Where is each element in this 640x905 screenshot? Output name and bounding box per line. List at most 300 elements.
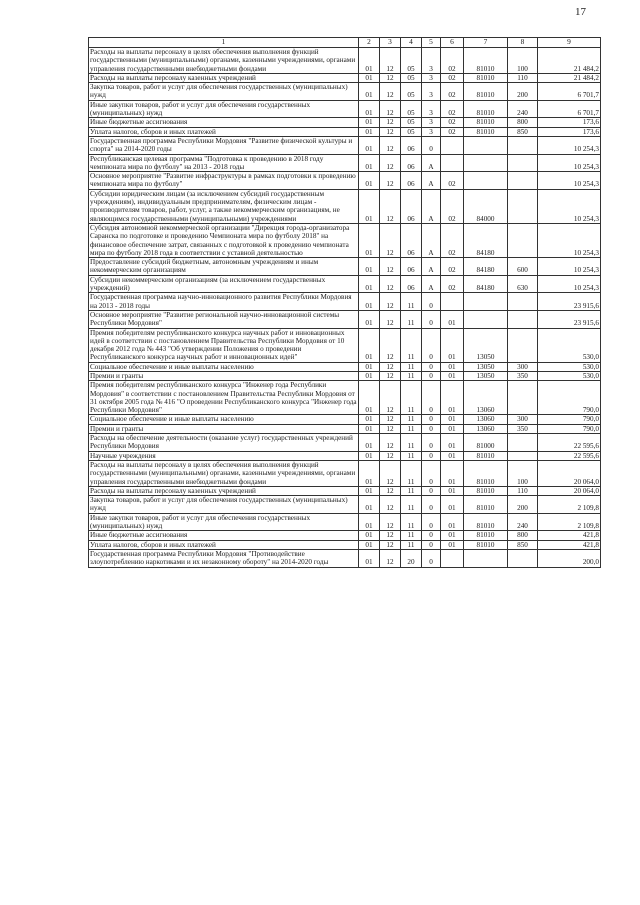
- section-code: 01: [359, 127, 380, 136]
- direction-code: [464, 310, 508, 328]
- amount: 10 254,3: [538, 172, 601, 190]
- row-name: Государственная программа Республики Мордовия "Развитие физической культуры и спорта" на 2014-2020 годы: [89, 136, 359, 154]
- table-row: [89, 73, 601, 82]
- program-code: 06: [401, 172, 422, 190]
- direction-code: 84180: [464, 258, 508, 276]
- program-code: 11: [401, 460, 422, 486]
- table-row: [89, 172, 601, 190]
- section-code: 01: [359, 531, 380, 540]
- subprogram-code: 0: [422, 328, 441, 362]
- event-code: 02: [441, 118, 464, 127]
- direction-code: [464, 549, 508, 567]
- expense-type-code: [508, 293, 538, 311]
- program-code: 20: [401, 549, 422, 567]
- subsection-code: 12: [380, 48, 401, 74]
- column-number: 5: [422, 38, 441, 48]
- subsection-code: 12: [380, 362, 401, 371]
- table-row: [89, 223, 601, 257]
- direction-code: 84000: [464, 189, 508, 223]
- amount: 21 484,2: [538, 73, 601, 82]
- amount: 173,6: [538, 118, 601, 127]
- subprogram-code: 0: [422, 513, 441, 531]
- row-name: Научные учреждения: [89, 451, 359, 460]
- program-code: 05: [401, 127, 422, 136]
- program-code: 11: [401, 496, 422, 514]
- program-code: 06: [401, 136, 422, 154]
- amount: 530,0: [538, 371, 601, 380]
- section-code: 01: [359, 189, 380, 223]
- section-code: 01: [359, 328, 380, 362]
- direction-code: [464, 154, 508, 172]
- row-name: Премии и гранты: [89, 424, 359, 433]
- section-code: 01: [359, 48, 380, 74]
- program-code: 11: [401, 381, 422, 415]
- row-name: Премия победителям республиканского конкурса научных работ и инновационных идей в соответствии с постановлением Правительства Республики Мордовия от 10 декабря 2012 года № 443 "Об утверждении Положения о проведении Республиканского конкурса научных работ и инновационных идей": [89, 328, 359, 362]
- event-code: 01: [441, 415, 464, 424]
- section-code: 01: [359, 513, 380, 531]
- amount: 23 915,6: [538, 293, 601, 311]
- event-code: 01: [441, 513, 464, 531]
- event-code: 02: [441, 172, 464, 190]
- subsection-code: 12: [380, 275, 401, 293]
- expense-type-code: [508, 310, 538, 328]
- direction-code: 81010: [464, 540, 508, 549]
- amount: 200,0: [538, 549, 601, 567]
- amount: 10 254,3: [538, 189, 601, 223]
- event-code: [441, 136, 464, 154]
- section-code: 01: [359, 118, 380, 127]
- amount: 2 109,8: [538, 513, 601, 531]
- table-row: [89, 328, 601, 362]
- direction-code: 81010: [464, 496, 508, 514]
- event-code: 02: [441, 100, 464, 118]
- table-row: [89, 434, 601, 452]
- expense-type-code: [508, 328, 538, 362]
- subsection-code: 12: [380, 486, 401, 495]
- table-row: [89, 451, 601, 460]
- table-row: [89, 293, 601, 311]
- subprogram-code: 3: [422, 73, 441, 82]
- table-row: [89, 513, 601, 531]
- direction-code: 81010: [464, 451, 508, 460]
- amount: 790,0: [538, 415, 601, 424]
- event-code: 01: [441, 460, 464, 486]
- table-row: [89, 189, 601, 223]
- table-row: [89, 310, 601, 328]
- section-code: 01: [359, 460, 380, 486]
- section-code: 01: [359, 415, 380, 424]
- subprogram-code: 3: [422, 83, 441, 101]
- section-code: 01: [359, 486, 380, 495]
- section-code: 01: [359, 172, 380, 190]
- amount: 6 701,7: [538, 100, 601, 118]
- subsection-code: 12: [380, 293, 401, 311]
- amount: 23 915,6: [538, 310, 601, 328]
- expense-type-code: 300: [508, 362, 538, 371]
- expense-type-code: 100: [508, 48, 538, 74]
- event-code: 01: [441, 451, 464, 460]
- expense-type-code: 110: [508, 73, 538, 82]
- table-row: [89, 424, 601, 433]
- event-code: 02: [441, 73, 464, 82]
- subsection-code: 12: [380, 118, 401, 127]
- row-name: Субсидии юридическим лицам (за исключением субсидий государственным учреждениям), индивидуальным предпринимателям, физическим лицам - производителям товаров, работ, услуг, а также некоммерческим организациям, не являющимся государственными (муниципальными) учреждениями: [89, 189, 359, 223]
- amount: 10 254,3: [538, 154, 601, 172]
- subsection-code: 12: [380, 549, 401, 567]
- row-name: Закупка товаров, работ и услуг для обеспечения государственных (муниципальных) нужд: [89, 496, 359, 514]
- amount: 20 064,0: [538, 460, 601, 486]
- row-name: Иные закупки товаров, работ и услуг для обеспечения государственных (муниципальных) нужд: [89, 513, 359, 531]
- amount: 10 254,3: [538, 136, 601, 154]
- table-row: [89, 381, 601, 415]
- section-code: 01: [359, 434, 380, 452]
- section-code: 01: [359, 258, 380, 276]
- table-row: [89, 549, 601, 567]
- section-code: 01: [359, 496, 380, 514]
- section-code: 01: [359, 73, 380, 82]
- event-code: 01: [441, 381, 464, 415]
- expense-type-code: 200: [508, 496, 538, 514]
- subsection-code: 12: [380, 513, 401, 531]
- row-name: Государственная программа Республики Мордовия "Противодействие злоупотреблению наркотиками и их незаконному обороту" на 2014-2020 годы: [89, 549, 359, 567]
- row-name: Расходы на выплаты персоналу казенных учреждений: [89, 486, 359, 495]
- expense-type-code: 850: [508, 127, 538, 136]
- event-code: 02: [441, 127, 464, 136]
- subsection-code: 12: [380, 172, 401, 190]
- subsection-code: 12: [380, 496, 401, 514]
- event-code: 01: [441, 362, 464, 371]
- amount: 421,8: [538, 531, 601, 540]
- event-code: 01: [441, 310, 464, 328]
- subprogram-code: 0: [422, 540, 441, 549]
- subsection-code: 12: [380, 223, 401, 257]
- subprogram-code: 0: [422, 310, 441, 328]
- expense-type-code: [508, 172, 538, 190]
- expense-type-code: [508, 381, 538, 415]
- column-number: 8: [508, 38, 538, 48]
- table-row: [89, 100, 601, 118]
- column-number: 9: [538, 38, 601, 48]
- direction-code: 81010: [464, 513, 508, 531]
- row-name: Субсидии некоммерческим организациям (за исключением государственных учреждений): [89, 275, 359, 293]
- program-code: 06: [401, 258, 422, 276]
- event-code: 02: [441, 275, 464, 293]
- direction-code: 81000: [464, 434, 508, 452]
- table-row: [89, 460, 601, 486]
- section-code: 01: [359, 451, 380, 460]
- subprogram-code: 3: [422, 118, 441, 127]
- amount: 10 254,3: [538, 275, 601, 293]
- expense-type-code: [508, 223, 538, 257]
- expense-type-code: 850: [508, 540, 538, 549]
- direction-code: 81010: [464, 486, 508, 495]
- subprogram-code: 0: [422, 549, 441, 567]
- program-code: 11: [401, 310, 422, 328]
- subprogram-code: 0: [422, 424, 441, 433]
- section-code: 01: [359, 154, 380, 172]
- row-name: Иные бюджетные ассигнования: [89, 118, 359, 127]
- program-code: 06: [401, 154, 422, 172]
- program-code: 05: [401, 73, 422, 82]
- subprogram-code: 0: [422, 486, 441, 495]
- table-row: [89, 258, 601, 276]
- direction-code: 13060: [464, 415, 508, 424]
- subsection-code: 12: [380, 381, 401, 415]
- amount: 530,0: [538, 328, 601, 362]
- expense-type-code: 800: [508, 118, 538, 127]
- amount: 10 254,3: [538, 223, 601, 257]
- row-name: Расходы на обеспечение деятельности (оказание услуг) государственных учреждений Республики Мордовия: [89, 434, 359, 452]
- table-row: [89, 362, 601, 371]
- program-code: 06: [401, 275, 422, 293]
- table-row: [89, 415, 601, 424]
- program-code: 11: [401, 513, 422, 531]
- row-name: Расходы на выплаты персоналу казенных учреждений: [89, 73, 359, 82]
- expense-type-code: [508, 189, 538, 223]
- subprogram-code: 0: [422, 460, 441, 486]
- page-number: 17: [575, 6, 586, 18]
- program-code: 05: [401, 118, 422, 127]
- subsection-code: 12: [380, 531, 401, 540]
- subsection-code: 12: [380, 424, 401, 433]
- program-code: 11: [401, 362, 422, 371]
- amount: 421,8: [538, 540, 601, 549]
- row-name: Социальное обеспечение и иные выплаты населению: [89, 362, 359, 371]
- row-name: Основное мероприятие "Развитие региональной научно-инновационной системы Республики Мордовия": [89, 310, 359, 328]
- table-row: [89, 118, 601, 127]
- direction-code: 81010: [464, 73, 508, 82]
- subprogram-code: А: [422, 275, 441, 293]
- section-code: 01: [359, 83, 380, 101]
- direction-code: 81010: [464, 100, 508, 118]
- event-code: [441, 154, 464, 172]
- budget-table: [88, 37, 601, 568]
- section-code: 01: [359, 100, 380, 118]
- event-code: 02: [441, 189, 464, 223]
- table-row: [89, 136, 601, 154]
- expense-type-code: [508, 434, 538, 452]
- event-code: 02: [441, 83, 464, 101]
- row-name: Расходы на выплаты персоналу в целях обеспечения выполнения функций государственными (муниципальными) органами, казенными учреждениями, органами управления государственными внебюджетными фондами: [89, 48, 359, 74]
- amount: 10 254,3: [538, 258, 601, 276]
- subprogram-code: 0: [422, 362, 441, 371]
- column-number-row: [89, 38, 601, 48]
- subprogram-code: 0: [422, 293, 441, 311]
- expense-type-code: [508, 136, 538, 154]
- subprogram-code: 0: [422, 136, 441, 154]
- event-code: 01: [441, 540, 464, 549]
- direction-code: [464, 136, 508, 154]
- event-code: 01: [441, 371, 464, 380]
- direction-code: 13050: [464, 328, 508, 362]
- expense-type-code: 300: [508, 415, 538, 424]
- subprogram-code: А: [422, 223, 441, 257]
- event-code: 01: [441, 496, 464, 514]
- subsection-code: 12: [380, 127, 401, 136]
- subsection-code: 12: [380, 136, 401, 154]
- direction-code: 81010: [464, 118, 508, 127]
- subprogram-code: 3: [422, 100, 441, 118]
- event-code: 02: [441, 48, 464, 74]
- amount: 530,0: [538, 362, 601, 371]
- subprogram-code: 0: [422, 531, 441, 540]
- section-code: 01: [359, 275, 380, 293]
- column-number: 1: [89, 38, 359, 48]
- subsection-code: 12: [380, 154, 401, 172]
- section-code: 01: [359, 424, 380, 433]
- expense-type-code: [508, 549, 538, 567]
- subsection-code: 12: [380, 189, 401, 223]
- direction-code: 13060: [464, 424, 508, 433]
- column-number: 3: [380, 38, 401, 48]
- program-code: 06: [401, 223, 422, 257]
- direction-code: [464, 293, 508, 311]
- program-code: 05: [401, 83, 422, 101]
- event-code: 02: [441, 258, 464, 276]
- subsection-code: 12: [380, 540, 401, 549]
- program-code: 11: [401, 531, 422, 540]
- subsection-code: 12: [380, 371, 401, 380]
- subprogram-code: 0: [422, 434, 441, 452]
- program-code: 11: [401, 293, 422, 311]
- event-code: 01: [441, 531, 464, 540]
- table-row: [89, 154, 601, 172]
- row-name: Предоставление субсидий бюджетным, автономным учреждениям и иным некоммерческим организациям: [89, 258, 359, 276]
- row-name: Республиканская целевая программа "Подготовка к проведению в 2018 году чемпионата мира по футболу" на 2013 - 2018 годы: [89, 154, 359, 172]
- direction-code: 81010: [464, 531, 508, 540]
- row-name: Социальное обеспечение и иные выплаты населению: [89, 415, 359, 424]
- subprogram-code: 0: [422, 496, 441, 514]
- direction-code: 81010: [464, 127, 508, 136]
- section-code: 01: [359, 362, 380, 371]
- direction-code: 81010: [464, 460, 508, 486]
- expense-type-code: 600: [508, 258, 538, 276]
- section-code: 01: [359, 223, 380, 257]
- amount: 22 595,6: [538, 451, 601, 460]
- direction-code: 13060: [464, 381, 508, 415]
- row-name: Премия победителям республиканского конкурса "Инженер года Республики Мордовия" в соответствии с постановлением Правительства Республики Мордовия от 31 октября 2005 года № 416 "О проведении Республиканского конкурса "Инженер года Республики Мордовия": [90, 381, 357, 415]
- direction-code: 81010: [464, 48, 508, 74]
- program-code: 06: [401, 189, 422, 223]
- amount: 21 484,2: [538, 48, 601, 74]
- direction-code: [464, 172, 508, 190]
- program-code: 05: [401, 100, 422, 118]
- row-name: Основное мероприятие "Развитие инфраструктуры в рамках подготовки к проведению чемпионата мира по футболу": [89, 172, 359, 190]
- expense-type-code: 110: [508, 486, 538, 495]
- subprogram-code: А: [422, 172, 441, 190]
- table-row: [89, 486, 601, 495]
- table-row: [89, 496, 601, 514]
- column-number: 4: [401, 38, 422, 48]
- program-code: 11: [401, 371, 422, 380]
- section-code: 01: [359, 293, 380, 311]
- program-code: 11: [401, 415, 422, 424]
- expense-type-code: 240: [508, 513, 538, 531]
- row-name: Государственная программа научно-инновационного развития Республики Мордовия на 2013 - 2018 годы: [89, 293, 359, 311]
- amount: 790,0: [538, 381, 601, 415]
- program-code: 11: [401, 451, 422, 460]
- amount: 173,6: [538, 127, 601, 136]
- section-code: 01: [359, 371, 380, 380]
- subsection-code: 12: [380, 100, 401, 118]
- subprogram-code: 0: [422, 381, 441, 415]
- subsection-code: 12: [380, 73, 401, 82]
- subprogram-code: А: [422, 258, 441, 276]
- event-code: 01: [441, 486, 464, 495]
- subsection-code: 12: [380, 310, 401, 328]
- direction-code: 13050: [464, 371, 508, 380]
- section-code: 01: [359, 136, 380, 154]
- subsection-code: 12: [380, 460, 401, 486]
- program-code: 11: [401, 424, 422, 433]
- expense-type-code: 240: [508, 100, 538, 118]
- subsection-code: 12: [380, 258, 401, 276]
- column-number: 7: [464, 38, 508, 48]
- amount: 790,0: [538, 424, 601, 433]
- program-code: 11: [401, 540, 422, 549]
- table-row: [89, 540, 601, 549]
- expense-type-code: 350: [508, 424, 538, 433]
- direction-code: 81010: [464, 83, 508, 101]
- direction-code: 13050: [464, 362, 508, 371]
- event-code: 01: [441, 424, 464, 433]
- subprogram-code: А: [422, 189, 441, 223]
- expense-type-code: 630: [508, 275, 538, 293]
- subsection-code: 12: [380, 328, 401, 362]
- expense-type-code: 100: [508, 460, 538, 486]
- expense-type-code: [508, 154, 538, 172]
- program-code: 11: [401, 434, 422, 452]
- direction-code: 84180: [464, 275, 508, 293]
- row-name: Субсидия автономной некоммерческой организации "Дирекция города-организатора Саранска по подготовке и проведению Чемпионата мира по футболу 2018" на финансовое обеспечение затрат, связанных с подготовкой к проведению чемпионата мира по футболу 2018 года в соответствии с уставной деятельностью: [89, 223, 359, 257]
- subsection-code: 12: [380, 451, 401, 460]
- event-code: 02: [441, 223, 464, 257]
- event-code: [441, 293, 464, 311]
- table-row: [89, 275, 601, 293]
- direction-code: 84180: [464, 223, 508, 257]
- event-code: [441, 549, 464, 567]
- expense-type-code: 200: [508, 83, 538, 101]
- subprogram-code: 0: [422, 415, 441, 424]
- row-name: Иные закупки товаров, работ и услуг для обеспечения государственных (муниципальных) нужд: [89, 100, 359, 118]
- event-code: 01: [441, 434, 464, 452]
- row-name: Премии и гранты: [89, 371, 359, 380]
- subsection-code: 12: [380, 434, 401, 452]
- table-row: [89, 48, 601, 74]
- section-code: 01: [359, 540, 380, 549]
- subprogram-code: 3: [422, 127, 441, 136]
- section-code: 01: [359, 381, 380, 415]
- row-name: Уплата налогов, сборов и иных платежей: [89, 127, 359, 136]
- amount: 2 109,8: [538, 496, 601, 514]
- section-code: 01: [359, 310, 380, 328]
- row-name: Расходы на выплаты персоналу в целях обеспечения выполнения функций государственными (муниципальными) органами, казенными учреждениями, органами управления государственными внебюджетными фондами: [89, 460, 359, 486]
- column-number: 6: [441, 38, 464, 48]
- subprogram-code: 3: [422, 48, 441, 74]
- table-row: [89, 531, 601, 540]
- row-name: Закупка товаров, работ и услуг для обеспечения государственных (муниципальных) нужд: [89, 83, 359, 101]
- amount: 22 595,6: [538, 434, 601, 452]
- row-name: Уплата налогов, сборов и иных платежей: [89, 540, 359, 549]
- expense-type-code: [508, 451, 538, 460]
- row-name: Иные бюджетные ассигнования: [89, 531, 359, 540]
- column-number: 2: [359, 38, 380, 48]
- subprogram-code: 0: [422, 371, 441, 380]
- expense-type-code: 800: [508, 531, 538, 540]
- table-row: [89, 83, 601, 101]
- table-row: [89, 127, 601, 136]
- program-code: 05: [401, 48, 422, 74]
